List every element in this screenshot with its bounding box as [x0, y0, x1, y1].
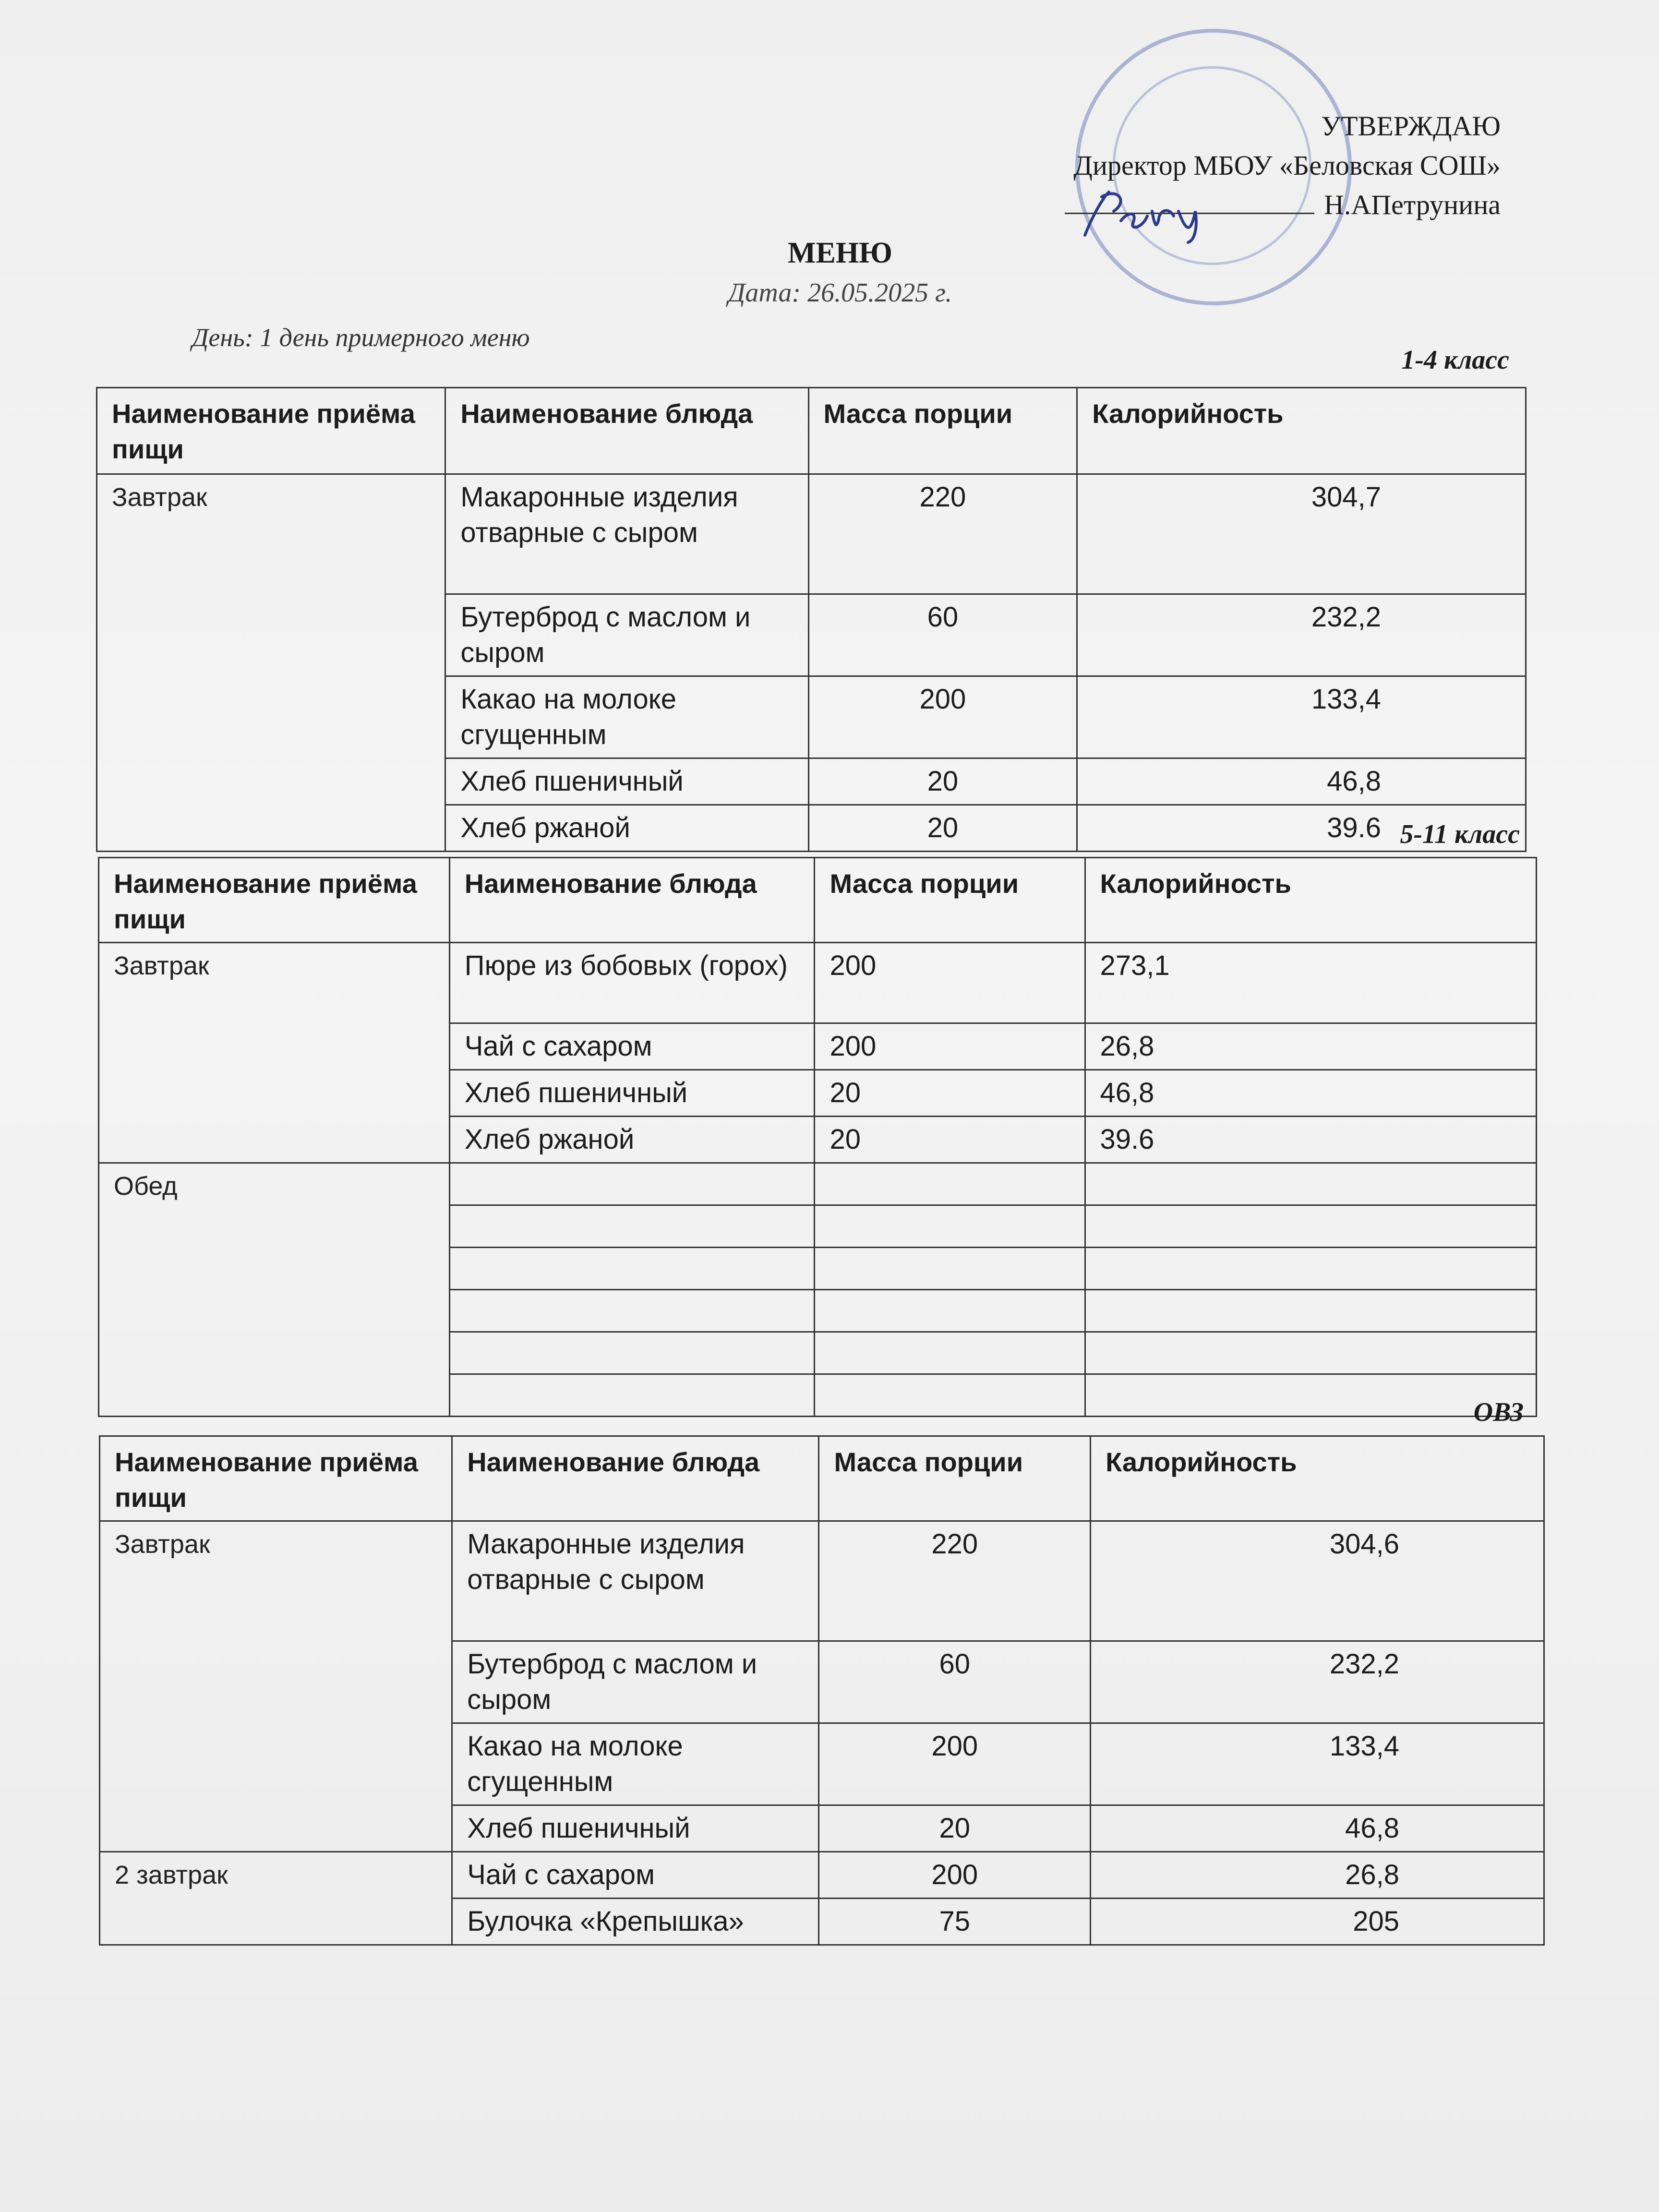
meal-name-cell: 2 завтрак	[100, 1852, 452, 1945]
approval-title: УТВЕРЖДАЮ	[1321, 110, 1501, 142]
menu-table	[96, 387, 1527, 852]
header-calories: Калорийность	[1077, 388, 1526, 474]
dish-name-cell	[449, 1205, 815, 1248]
meal-name-cell: Завтрак	[97, 474, 445, 852]
calories-cell: 46,8	[1091, 1805, 1544, 1852]
portion-mass-cell: 20	[808, 805, 1077, 852]
dish-name-cell	[449, 1374, 815, 1417]
portion-mass-cell: 20	[819, 1805, 1091, 1852]
table-header-row	[97, 388, 1526, 474]
calories-cell: 133,4	[1077, 676, 1526, 758]
calories-cell: 46,8	[1085, 1070, 1536, 1117]
dish-name-cell: Хлеб пшеничный	[449, 1070, 815, 1117]
meal-name-cell: Завтрак	[99, 943, 450, 1163]
table-row	[97, 474, 1526, 594]
header-mass: Масса порции	[819, 1436, 1091, 1521]
portion-mass-cell	[815, 1332, 1085, 1374]
header-dish: Наименование блюда	[449, 858, 815, 943]
calories-cell: 26,8	[1085, 1023, 1536, 1070]
portion-mass-cell: 20	[808, 758, 1077, 805]
calories-cell: 39.6	[1077, 805, 1526, 852]
portion-mass-cell: 200	[819, 1852, 1091, 1899]
meal-name-cell: Обед	[99, 1163, 450, 1417]
table-row	[100, 1852, 1544, 1899]
calories-cell: 304,7	[1077, 474, 1526, 594]
portion-mass-cell: 220	[808, 474, 1077, 594]
dish-name-cell: Макаронные изделия отварные с сыром	[445, 474, 808, 594]
portion-mass-cell	[815, 1163, 1085, 1205]
calories-cell: 46,8	[1077, 758, 1526, 805]
group-label: ОВЗ	[1473, 1397, 1524, 1427]
portion-mass-cell: 220	[819, 1521, 1091, 1641]
menu-date: Дата: 26.05.2025 г.	[728, 278, 952, 308]
dish-name-cell: Булочка «Крепышка»	[452, 1899, 819, 1945]
menu-day: День: 1 день примерного меню	[192, 323, 530, 352]
portion-mass-cell	[815, 1290, 1085, 1332]
table-row	[99, 943, 1537, 1023]
dish-name-cell: Какао на молоке сгущенным	[452, 1723, 819, 1805]
director-signature	[1075, 182, 1238, 245]
menu-table	[99, 1435, 1545, 1946]
portion-mass-cell: 20	[815, 1070, 1085, 1117]
header-dish: Наименование блюда	[452, 1436, 819, 1521]
calories-cell: 133,4	[1091, 1723, 1544, 1805]
header-mass: Масса порции	[815, 858, 1085, 943]
table-header-row	[100, 1436, 1544, 1521]
calories-cell: 232,2	[1091, 1641, 1544, 1723]
header-dish: Наименование блюда	[445, 388, 808, 474]
dish-name-cell: Хлеб ржаной	[449, 1117, 815, 1163]
menu-title: МЕНЮ	[788, 237, 892, 269]
dish-name-cell	[449, 1332, 815, 1374]
header-meal: Наименование приёма пищи	[97, 388, 445, 474]
portion-mass-cell: 60	[808, 594, 1077, 676]
portion-mass-cell	[815, 1248, 1085, 1290]
portion-mass-cell: 200	[815, 943, 1085, 1023]
header-calories: Калорийность	[1085, 858, 1536, 943]
meal-name-cell: Завтрак	[100, 1521, 452, 1852]
portion-mass-cell: 200	[815, 1023, 1085, 1070]
calories-cell: 39.6	[1085, 1117, 1536, 1163]
dish-name-cell: Чай с сахаром	[449, 1023, 815, 1070]
dish-name-cell: Хлеб пшеничный	[445, 758, 808, 805]
calories-cell	[1085, 1374, 1536, 1417]
approval-position: Директор МБОУ «Беловская СОШ»	[1073, 150, 1501, 181]
dish-name-cell: Макаронные изделия отварные с сыром	[452, 1521, 819, 1641]
portion-mass-cell: 200	[808, 676, 1077, 758]
header-mass: Масса порции	[808, 388, 1077, 474]
calories-cell: 26,8	[1091, 1852, 1544, 1899]
dish-name-cell: Хлеб пшеничный	[452, 1805, 819, 1852]
dish-name-cell: Какао на молоке сгущенным	[445, 676, 808, 758]
dish-name-cell	[449, 1163, 815, 1205]
group-label: 1-4 класс	[1401, 345, 1509, 375]
dish-name-cell: Хлеб ржаной	[445, 805, 808, 852]
portion-mass-cell: 200	[819, 1723, 1091, 1805]
calories-cell: 304,6	[1091, 1521, 1544, 1641]
portion-mass-cell	[815, 1374, 1085, 1417]
header-meal: Наименование приёма пищи	[100, 1436, 452, 1521]
table-header-row	[99, 858, 1537, 943]
dish-name-cell: Пюре из бобовых (горох)	[449, 943, 815, 1023]
portion-mass-cell: 20	[815, 1117, 1085, 1163]
portion-mass-cell	[815, 1205, 1085, 1248]
dish-name-cell	[449, 1248, 815, 1290]
calories-cell: 205	[1091, 1899, 1544, 1945]
dish-name-cell: Чай с сахаром	[452, 1852, 819, 1899]
header-calories: Калорийность	[1091, 1436, 1544, 1521]
table-row	[99, 1163, 1537, 1205]
header-meal: Наименование приёма пищи	[99, 858, 450, 943]
calories-cell	[1085, 1332, 1536, 1374]
group-label: 5-11 класс	[1400, 819, 1520, 849]
menu-table	[98, 857, 1537, 1417]
dish-name-cell: Бутерброд с маслом и сыром	[445, 594, 808, 676]
dish-name-cell: Бутерброд с маслом и сыром	[452, 1641, 819, 1723]
dish-name-cell	[449, 1290, 815, 1332]
calories-cell	[1085, 1290, 1536, 1332]
calories-cell	[1085, 1205, 1536, 1248]
calories-cell	[1085, 1163, 1536, 1205]
portion-mass-cell: 75	[819, 1899, 1091, 1945]
approval-name: Н.АПетрунина	[1323, 189, 1501, 220]
calories-cell: 232,2	[1077, 594, 1526, 676]
portion-mass-cell: 60	[819, 1641, 1091, 1723]
calories-cell	[1085, 1248, 1536, 1290]
calories-cell: 273,1	[1085, 943, 1536, 1023]
table-row	[100, 1521, 1544, 1641]
